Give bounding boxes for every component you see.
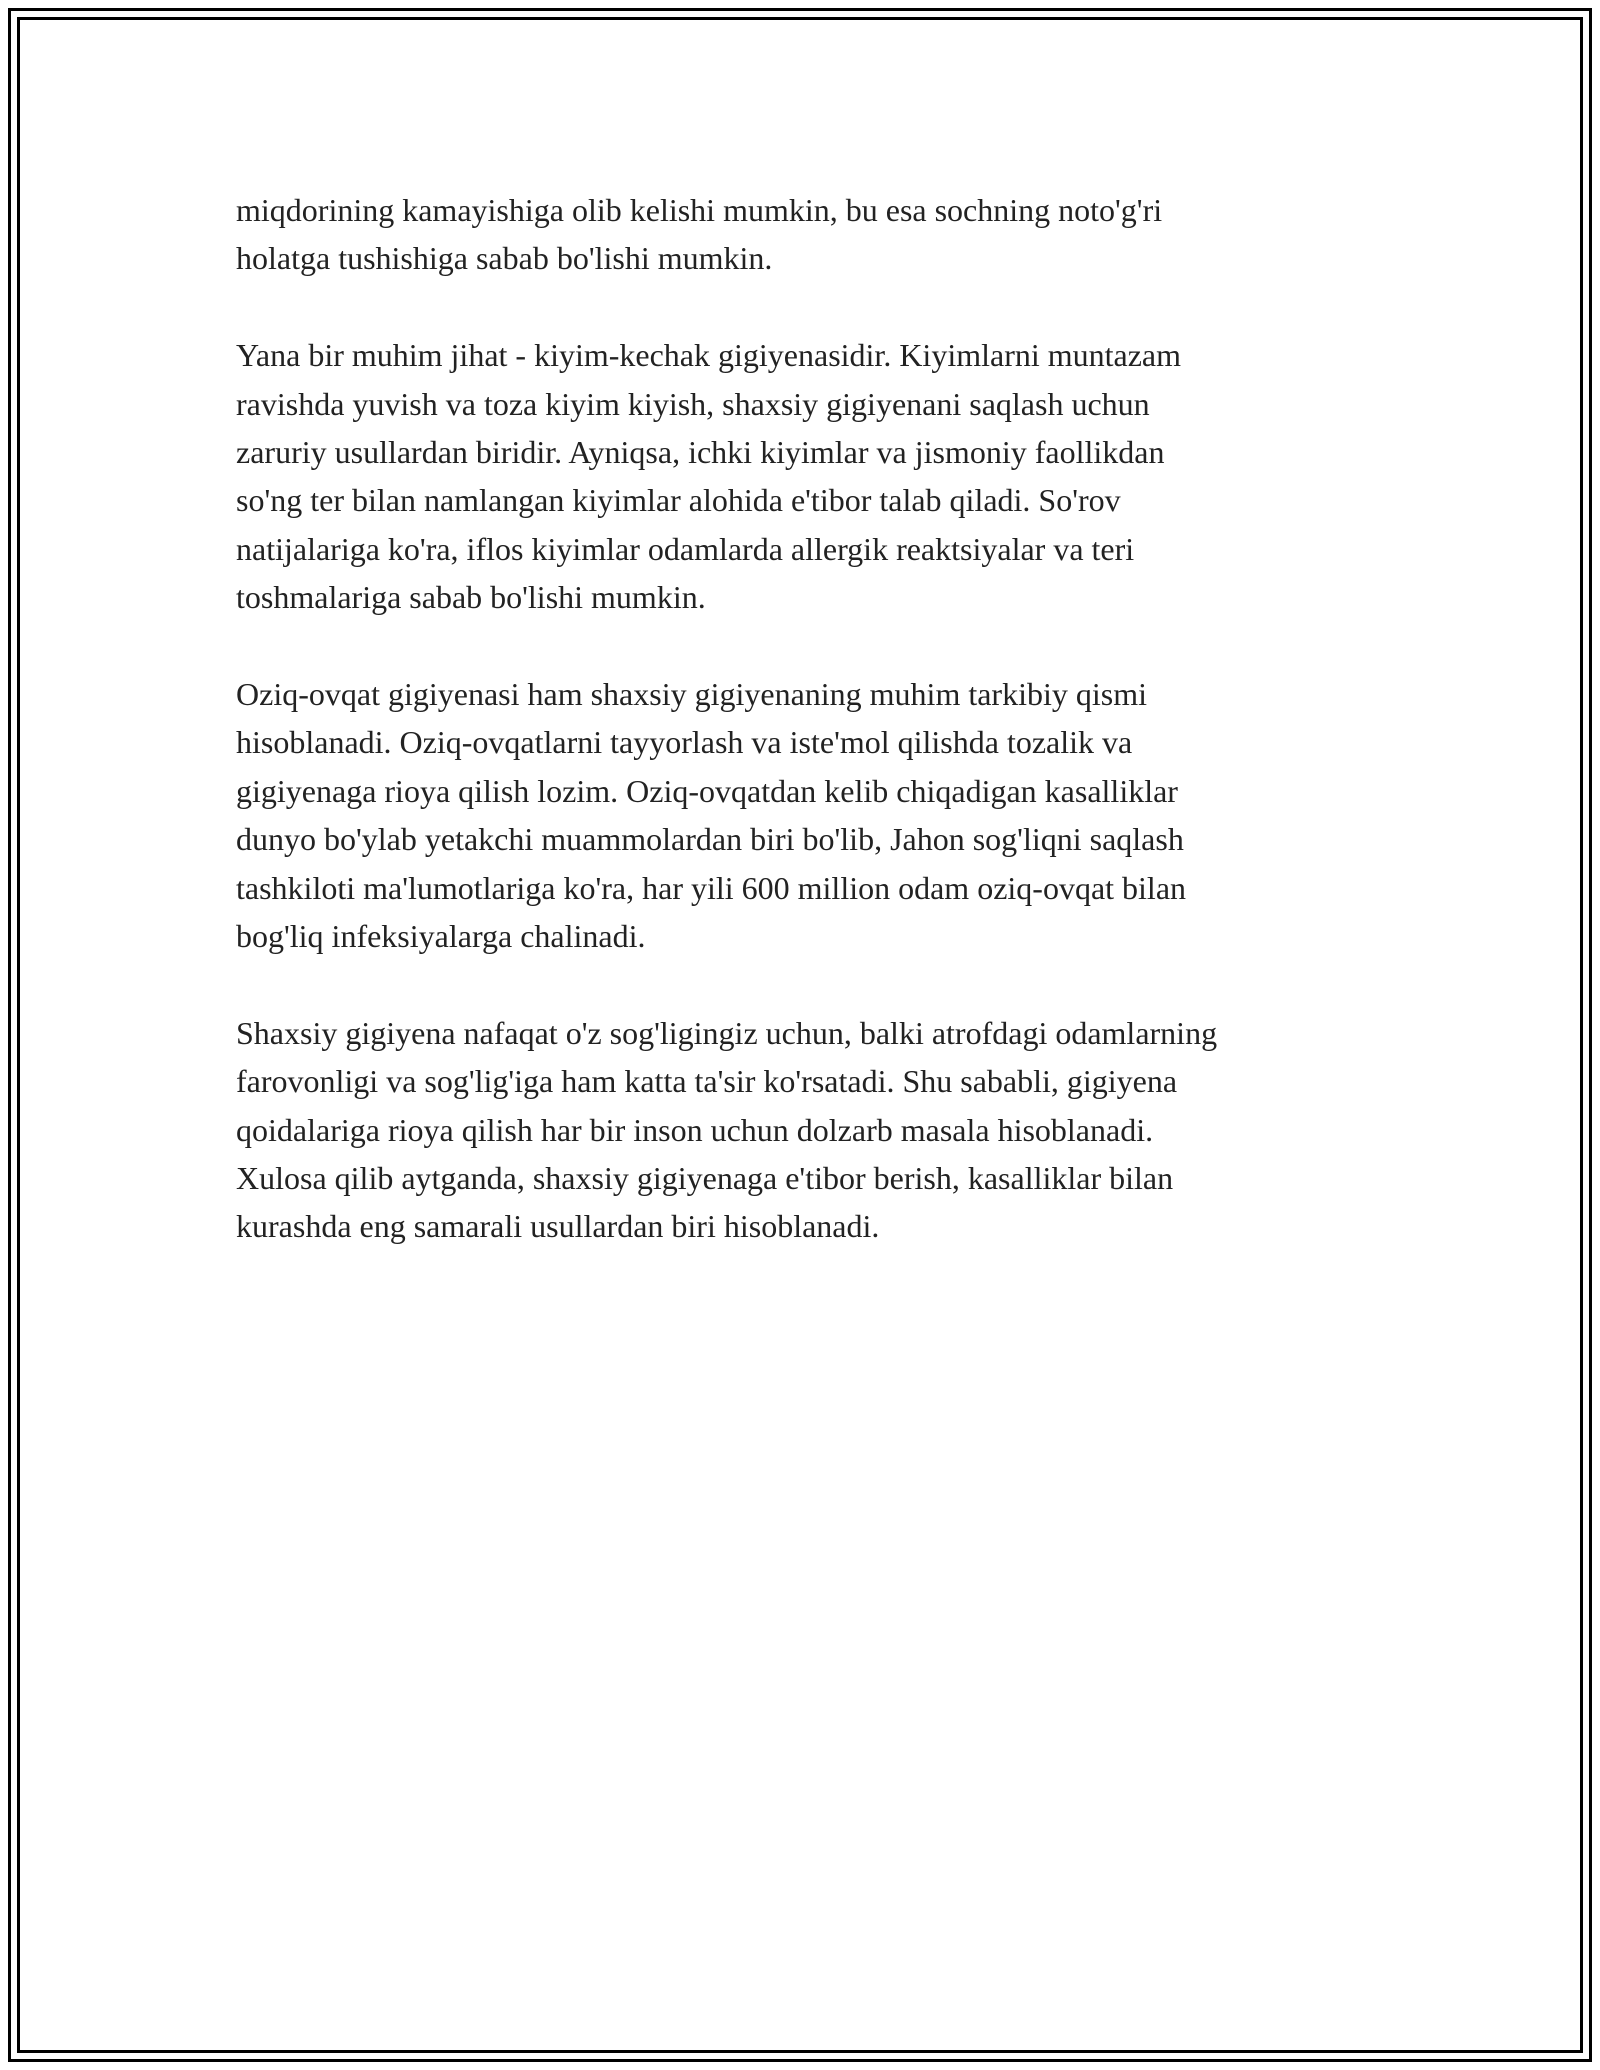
document-body [236, 186, 1376, 1299]
paragraph-food-hygiene: Oziq-ovqat gigiyenasi ham shaxsiy gigiyenaning muhim tarkibiy qismi hisoblanadi. Oziq-ovqatlarni tayyorlash va iste'mol qilishda tozalik va gigiyenaga rioya qilish lozim. Oziq-ovqatdan kelib chiqadigan kasalliklar dunyo bo'ylab yetakchi muammolardan biri bo'lib, Jahon sog'liqni saqlash tashkiloti ma'lumotlariga ko'ra, har yili 600 million odam oziq-ovqat bilan bog'liq infeksiyalarga chalinadi. [236, 676, 1187, 955]
paragraph-hair-care-end: miqdorining kamayishiga olib kelishi mumkin, bu esa sochning noto'g'ri holatga tushishiga sabab bo'lishi mumkin. [236, 192, 1163, 277]
paragraph-conclusion: Shaxsiy gigiyena nafaqat o'z sog'ligingiz uchun, balki atrofdagi odamlarning farovonligi va sog'lig'iga ham katta ta'sir ko'rsatadi. Shu sababli, gigiyena qoidalariga rioya qilish har bir inson uchun dolzarb masala hisoblanadi. Xulosa qilib aytganda, shaxsiy gigiyenaga e'tibor berish, kasalliklar bilan kurashda eng samarali usullardan biri hisoblanadi. [236, 1014, 1218, 1245]
paragraph-clothing-hygiene: Yana bir muhim jihat - kiyim-kechak gigiyenasidir. Kiyimlarni muntazam ravishda yuvish va toza kiyim kiyish, shaxsiy gigiyenani saqlash uchun zaruriy usullardan biridir. Ayniqsa, ichki kiyimlar va jismoniy faollikdan so'ng ter bilan namlangan kiyimlar alohida e'tibor talab qiladi. So'rov natijalariga ko'ra, iflos kiyimlar odamlarda allergik reaktsiyalar va teri toshmalariga sabab bo'lishi mumkin. [236, 337, 1182, 616]
